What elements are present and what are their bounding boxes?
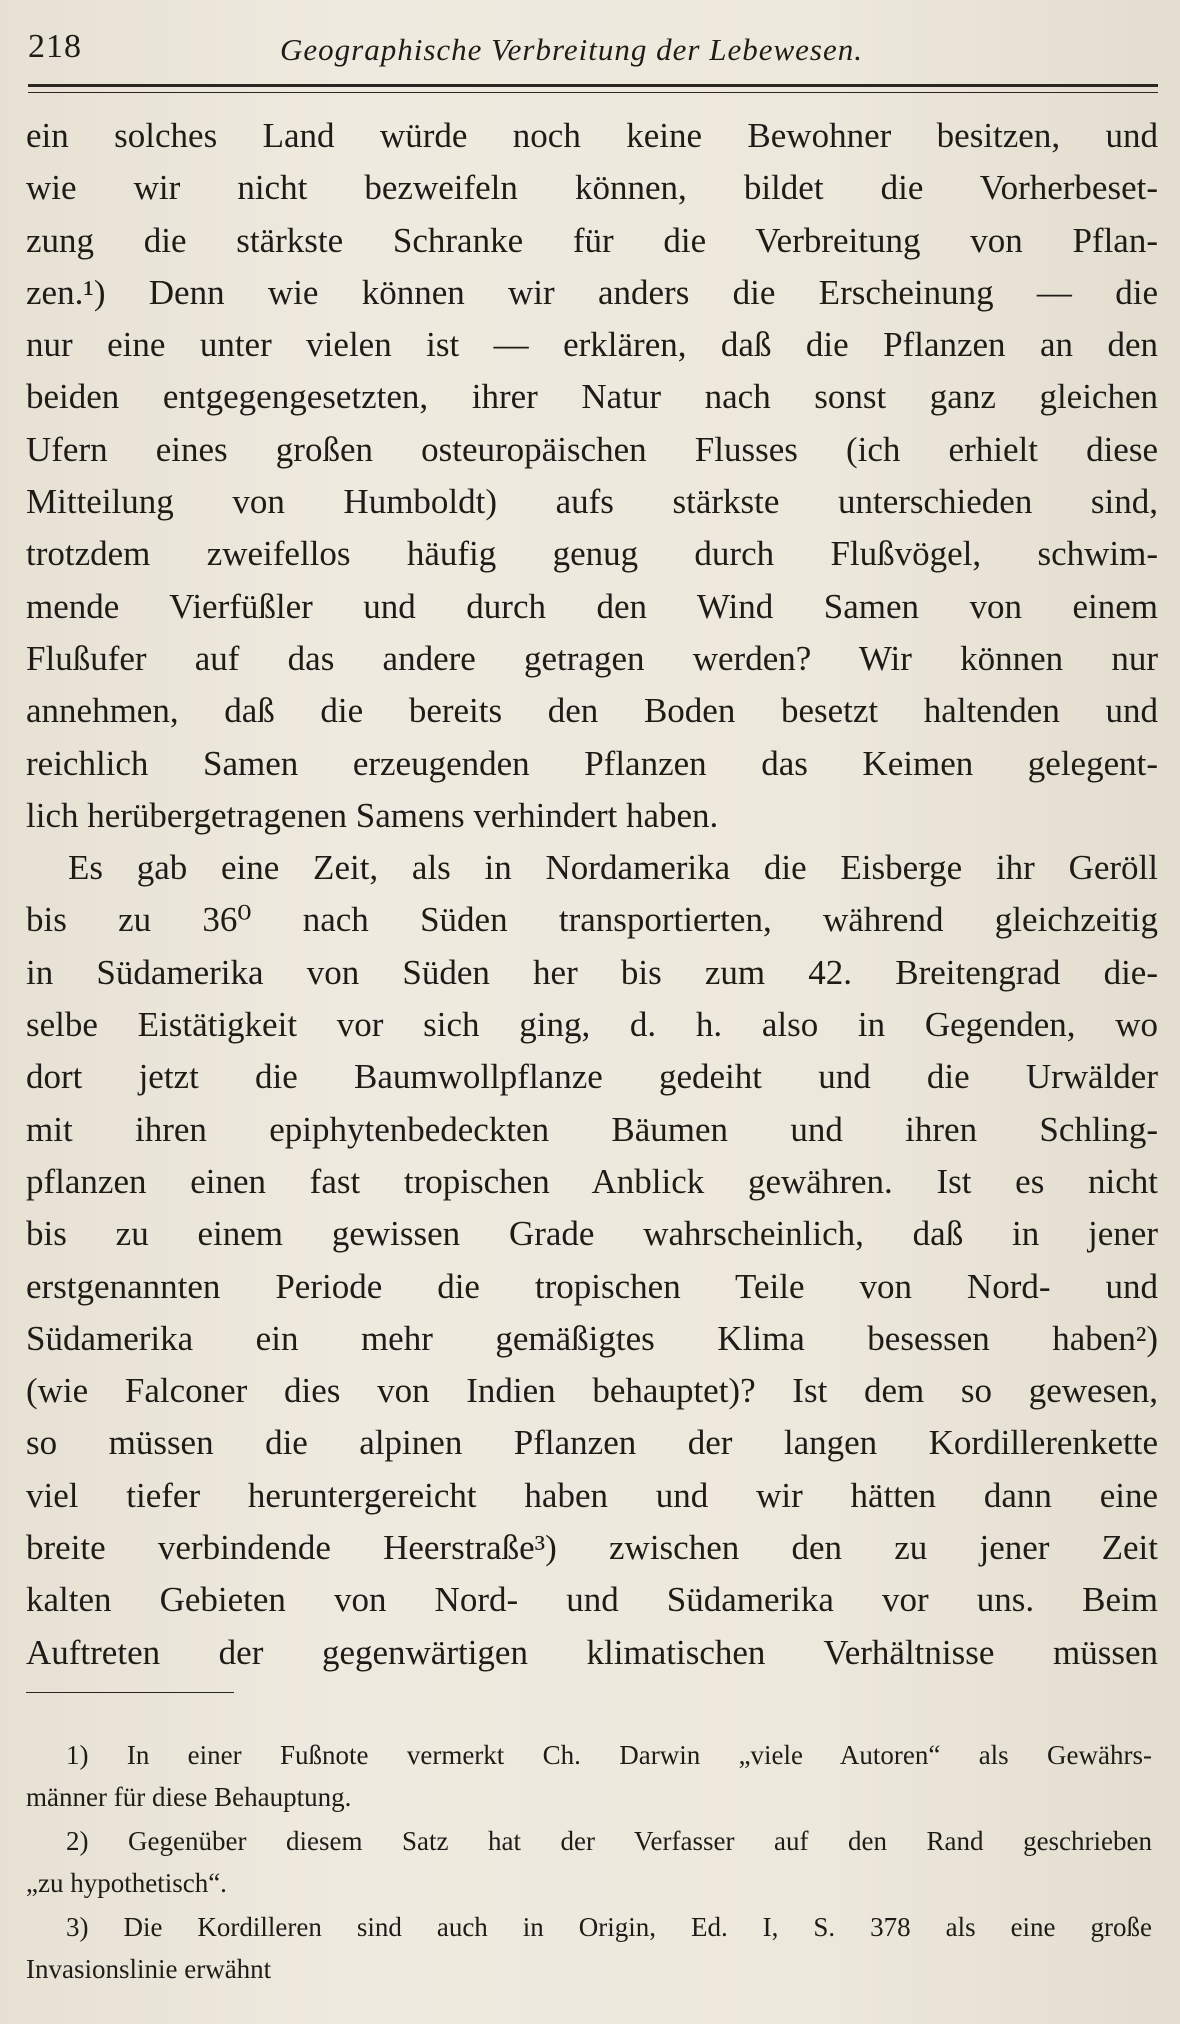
body-line: lich herübergetragenen Samens verhindert haben. [26, 795, 719, 835]
body-line: kalten Gebieten von Nord- und Südamerika vor uns. Beim [26, 1580, 1158, 1620]
footnote-1-continued: männer für diese Behauptung. [26, 1782, 352, 1812]
footnotes [26, 1734, 1152, 1990]
body-line: wie wir nicht bezweifeln können, bildet die Vorherbeset- [26, 168, 1158, 208]
body-line: mende Vierfüßler und durch den Wind Samen von einem [26, 586, 1158, 626]
body-line: bis zu 36⁰ nach Süden transportierten, während gleichzeitig [26, 900, 1158, 940]
body-line: (wie Falconer dies von Indien behauptet)? Ist dem so gewesen, [26, 1371, 1158, 1411]
body-line: dort jetzt die Baumwollpflanze gedeiht und die Urwälder [26, 1057, 1158, 1097]
body-line: breite verbindende Heerstraße³) zwischen den zu jener Zeit [26, 1528, 1158, 1568]
body-line: trotzdem zweifellos häufig genug durch Flußvögel, schwim- [26, 534, 1158, 574]
body-line: ein solches Land würde noch keine Bewohner besitzen, und [26, 116, 1158, 155]
body-line: so müssen die alpinen Pflanzen der langen Kordillerenkette [26, 1423, 1158, 1463]
paragraph-start-line: Es gab eine Zeit, als in Nordamerika die Eisberge ihr Geröll [68, 848, 1158, 888]
body-line: bis zu einem gewissen Grade wahrscheinlich, daß in jener [26, 1214, 1158, 1254]
header-rule-thin [28, 92, 1158, 93]
header-rule-thick [28, 84, 1158, 87]
page-number: 218 [28, 28, 82, 65]
body-line: zen.¹) Denn wie können wir anders die Erscheinung — die [26, 272, 1158, 312]
footnote-1: 1) In einer Fußnote vermerkt Ch. Darwin „viele Autoren“ als Gewährs- [66, 1740, 1152, 1770]
page-header [28, 28, 1158, 74]
footnote-2-continued: „zu hypothetisch“. [26, 1868, 227, 1898]
body-line: erstgenannten Periode die tropischen Teile von Nord- und [26, 1266, 1158, 1306]
body-line: beiden entgegengesetzten, ihrer Natur nach sonst ganz gleichen [26, 377, 1158, 417]
body-line: in Südamerika von Süden her bis zum 42. Breitengrad die- [26, 952, 1158, 992]
body-line: annehmen, daß die bereits den Boden besetzt haltenden und [26, 691, 1158, 731]
footnote-3: 3) Die Kordilleren sind auch in Origin, Ed. I, S. 378 als eine große [66, 1912, 1152, 1942]
body-line: selbe Eistätigkeit vor sich ging, d. h. also in Gegenden, wo [26, 1005, 1158, 1045]
body-text [26, 110, 1158, 1679]
body-line: Auftreten der gegenwärtigen klimatischen Verhältnisse müssen [26, 1632, 1158, 1672]
body-line: Ufern eines großen osteuropäischen Flusses (ich erhielt diese [26, 429, 1158, 469]
body-line: viel tiefer heruntergereicht haben und wir hätten dann eine [26, 1475, 1158, 1515]
running-title: Geographische Verbreitung der Lebewesen. [280, 32, 863, 67]
body-line: Mitteilung von Humboldt) aufs stärkste unterschieden sind, [26, 482, 1158, 522]
footnote-3-continued: Invasionslinie erwähnt [26, 1954, 272, 1984]
body-line: mit ihren epiphytenbedeckten Bäumen und ihren Schling- [26, 1109, 1158, 1149]
body-line: reichlich Samen erzeugenden Pflanzen das Keimen gelegent- [26, 743, 1158, 783]
footnote-separator [26, 1692, 234, 1693]
footnote-2: 2) Gegenüber diesem Satz hat der Verfasser auf den Rand geschrieben [66, 1826, 1152, 1856]
body-line: pflanzen einen fast tropischen Anblick gewähren. Ist es nicht [26, 1161, 1158, 1201]
body-line: Flußufer auf das andere getragen werden? Wir können nur [26, 638, 1158, 678]
body-line: zung die stärkste Schranke für die Verbreitung von Pflan- [26, 220, 1158, 260]
body-line: nur eine unter vielen ist — erklären, daß die Pflanzen an den [26, 325, 1158, 365]
body-line: Südamerika ein mehr gemäßigtes Klima besessen haben²) [26, 1318, 1158, 1358]
